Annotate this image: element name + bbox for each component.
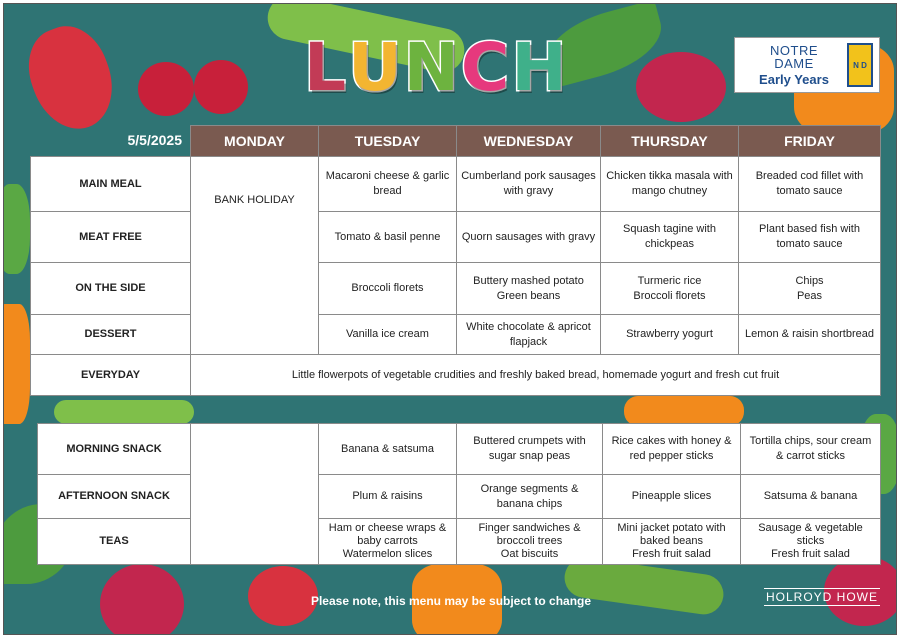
menu-cell: Vanilla ice cream: [319, 315, 457, 355]
header-row: [31, 126, 881, 157]
row-label: EVERYDAY: [31, 355, 191, 396]
menu-cell: Orange segments & banana chips: [457, 475, 603, 519]
menu-cell: Macaroni cheese & garlic bread: [319, 157, 457, 212]
row-label: MORNING SNACK: [38, 424, 191, 475]
menu-cell: Turmeric rice Broccoli florets: [601, 263, 739, 315]
snacks-table: [37, 423, 881, 565]
cherry-decoration: [194, 60, 248, 114]
title-letter: N: [403, 29, 459, 106]
row-label: MEAT FREE: [31, 212, 191, 263]
menu-cell: Ham or cheese wraps & baby carrots Watermelon slices: [319, 519, 457, 565]
menu-cell: Pineapple slices: [603, 475, 741, 519]
pepper-decoration: [624, 396, 744, 426]
menu-cell: Squash tagine with chickpeas: [601, 212, 739, 263]
table-row: [38, 475, 881, 519]
title-letter: U: [348, 29, 402, 106]
table-row: [31, 355, 881, 396]
menu-cell: Finger sandwiches & broccoli trees Oat biscuits: [457, 519, 603, 565]
logo-line: Early Years: [759, 71, 829, 87]
caterer-logo: HOLROYD HOWE: [766, 590, 879, 604]
monday-snack-cell: [191, 424, 319, 565]
crest-icon: [847, 43, 873, 87]
crest-letters: N D: [853, 60, 867, 70]
menu-cell: Cumberland pork sausages with gravy: [457, 157, 601, 212]
day-header-friday: FRIDAY: [739, 126, 881, 157]
pepper-decoration: [3, 304, 30, 424]
lunch-menu-table: [30, 125, 881, 396]
everyday-cell: Little flowerpots of vegetable crudities and freshly baked bread, homemade yogurt and fresh cut fruit: [191, 355, 881, 396]
menu-cell: Chips Peas: [739, 263, 881, 315]
row-label: AFTERNOON SNACK: [38, 475, 191, 519]
day-header-wednesday: WEDNESDAY: [457, 126, 601, 157]
menu-board: [3, 3, 897, 635]
table-row: [38, 519, 881, 565]
table-row: [31, 212, 881, 263]
menu-cell: Sausage & vegetable sticks Fresh fruit salad: [741, 519, 881, 565]
logo-line: DAME: [774, 56, 814, 72]
day-header-tuesday: TUESDAY: [319, 126, 457, 157]
menu-cell: Banana & satsuma: [319, 424, 457, 475]
table-row: [31, 157, 881, 212]
radish-decoration: [636, 52, 726, 122]
menu-cell: Plant based fish with tomato sauce: [739, 212, 881, 263]
table-row: [31, 315, 881, 355]
menu-cell: Plum & raisins: [319, 475, 457, 519]
row-label: ON THE SIDE: [31, 263, 191, 315]
title-letter: H: [511, 29, 567, 106]
title-letter: C: [460, 29, 510, 106]
lunch-title: [304, 30, 567, 106]
menu-cell: Lemon & raisin shortbread: [739, 315, 881, 355]
menu-cell: Tomato & basil penne: [319, 212, 457, 263]
school-logo: [734, 37, 880, 93]
menu-date: 5/5/2025: [127, 132, 182, 149]
menu-cell: Buttered crumpets with sugar snap peas: [457, 424, 603, 475]
day-header-thursday: THURSDAY: [601, 126, 739, 157]
table-row: [38, 424, 881, 475]
menu-cell: Breaded cod fillet with tomato sauce: [739, 157, 881, 212]
leaf-decoration: [3, 184, 30, 274]
menu-cell: Strawberry yogurt: [601, 315, 739, 355]
footer-note: Please note, this menu may be subject to change: [310, 594, 592, 608]
menu-cell: Chicken tikka masala with mango chutney: [601, 157, 739, 212]
menu-cell: Tortilla chips, sour cream & carrot sticks: [741, 424, 881, 475]
logo-line: NOTRE: [770, 42, 818, 58]
day-header-monday: MONDAY: [191, 126, 319, 157]
menu-cell: Quorn sausages with gravy: [457, 212, 601, 263]
menu-cell: Buttery mashed potato Green beans: [457, 263, 601, 315]
table-row: [31, 263, 881, 315]
menu-cell: Satsuma & banana: [741, 475, 881, 519]
row-label: MAIN MEAL: [31, 157, 191, 212]
title-letter: L: [304, 29, 347, 106]
menu-cell: Broccoli florets: [319, 263, 457, 315]
menu-cell: White chocolate & apricot flapjack: [457, 315, 601, 355]
bank-holiday-cell: BANK HOLIDAY: [191, 157, 319, 355]
menu-cell: Mini jacket potato with baked beans Fresh fruit salad: [603, 519, 741, 565]
row-label: TEAS: [38, 519, 191, 565]
courgette-decoration: [54, 400, 194, 424]
menu-cell: Rice cakes with honey & red pepper sticks: [603, 424, 741, 475]
logo-text: [741, 44, 847, 87]
strawberry-decoration: [17, 16, 126, 140]
cherry-decoration: [138, 62, 194, 116]
row-label: DESSERT: [31, 315, 191, 355]
